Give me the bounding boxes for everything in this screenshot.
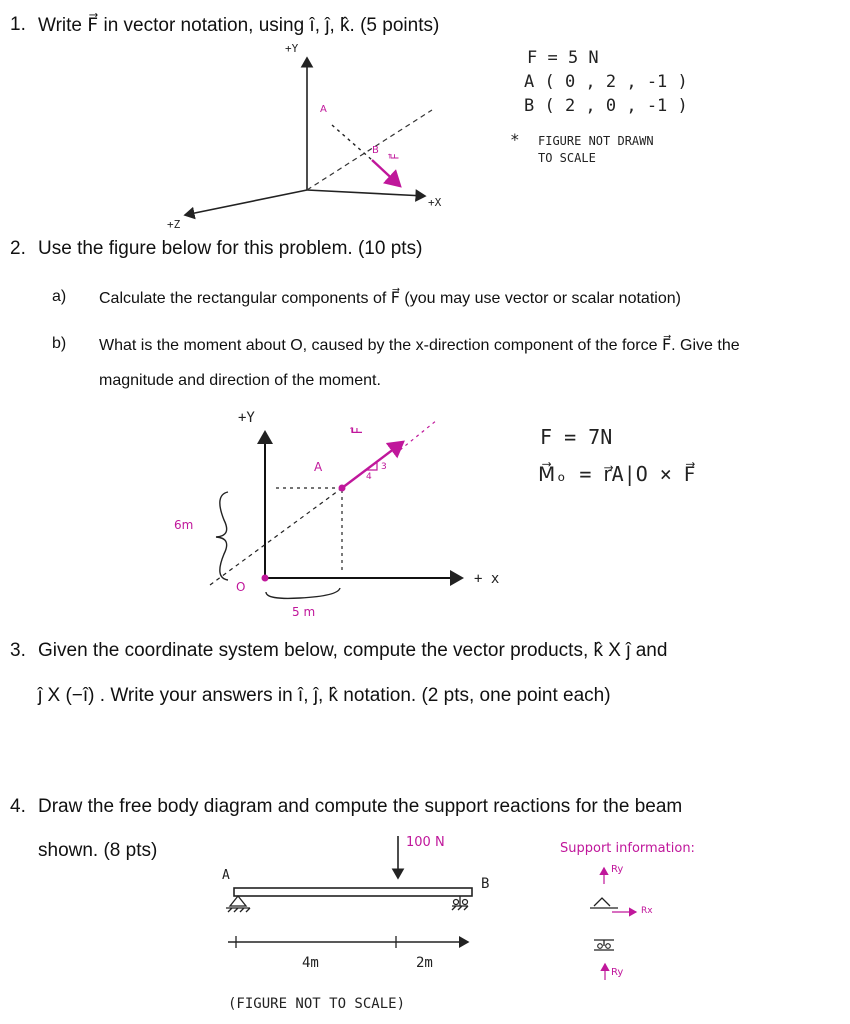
q2-force-value: F = 7N	[540, 425, 613, 449]
q4-support-b-roller	[452, 896, 468, 910]
q1-fig-b-label: B	[372, 145, 379, 156]
q4-support-info-rx: Rx	[641, 906, 653, 916]
q4-dimension-4m: 4m	[302, 955, 319, 971]
q1-star: *	[510, 130, 520, 149]
q4-info-roller	[594, 940, 614, 950]
q3-text-line1: Given the coordinate system below, compute the vector products, k̂ X ĵ and	[38, 640, 668, 661]
q4-load-label: 100 N	[406, 835, 445, 850]
q1-disclaimer-1: FIGURE NOT DRAWN	[538, 134, 654, 148]
q4-point-b-label: B	[481, 876, 490, 892]
q1-fig-a-label: A	[320, 104, 327, 115]
q2-fig-slope-4: 4	[366, 472, 372, 482]
q2b-label: b)	[52, 335, 67, 352]
q1-note-force: F = 5 N	[527, 48, 599, 68]
q1-text: Write F⃗ in vector notation, using î, ĵ, k̂. (5 points)	[38, 15, 440, 36]
q2b-text-line2: magnitude and direction of the moment.	[99, 372, 381, 389]
q2-fig-x-label: + x	[474, 571, 500, 587]
q2a-label: a)	[52, 288, 67, 305]
q1-fig-x-label: +X	[428, 196, 442, 209]
q4-support-info-ry-top: Ry	[611, 864, 624, 875]
q4-point-a-label: A	[222, 868, 230, 883]
q1-fig-y-label: +Y	[285, 42, 299, 55]
q2a-text: Calculate the rectangular components of F⃗ (you may use vector or scalar notation)	[99, 290, 681, 307]
q2-fig-f-label: F⃗	[351, 426, 367, 435]
q4-support-a-pin	[226, 896, 250, 912]
q4-number: 4.	[10, 796, 26, 817]
q2-text: Use the figure below for this problem. (10 pts)	[38, 238, 423, 259]
q2b-text-line1: What is the moment about O, caused by the x-direction component of the force F⃗. Give the	[99, 337, 740, 354]
q3-text-line2: ĵ X (−î) . Write your answers in î, ĵ, k̂ notation. (2 pts, one point each)	[38, 685, 611, 706]
q4-info-pin	[590, 898, 618, 908]
q2-fig-y-label: +Y	[238, 410, 255, 426]
q1-disclaimer-2: TO SCALE	[538, 151, 596, 165]
q1-fig-f-label: F⃗	[388, 153, 402, 160]
q4-support-info-title: Support information:	[560, 841, 695, 856]
q2-fig-o-label: O	[236, 580, 246, 594]
q4-beam	[234, 888, 472, 896]
q4-figure-disclaimer: (FIGURE NOT TO SCALE)	[228, 996, 406, 1012]
q2-fig-height-label: 6m	[174, 518, 194, 532]
q2-fig-width-label: 5 m	[292, 605, 316, 619]
q2-number: 2.	[10, 238, 26, 259]
q4-dimension-2m: 2m	[416, 955, 433, 971]
q1-fig-z-label: +Z	[167, 218, 181, 231]
q3-number: 3.	[10, 640, 26, 661]
q4-support-info-ry-bottom: Ry	[611, 967, 624, 978]
q1-number: 1.	[10, 14, 26, 35]
q2-fig-slope-3: 3	[381, 462, 387, 472]
q4-text-line2: shown. (8 pts)	[38, 840, 158, 861]
q4-text-line1: Draw the free body diagram and compute the support reactions for the beam	[38, 796, 683, 817]
q2-fig-a-label: A	[314, 460, 323, 474]
q1-note-point-b: B ( 2 , 0 , -1 )	[524, 96, 688, 116]
q1-note-point-a: A ( 0 , 2 , -1 )	[524, 72, 688, 92]
q2-moment-equation: M⃗ₒ = r⃗A|O × F⃗	[538, 462, 696, 486]
